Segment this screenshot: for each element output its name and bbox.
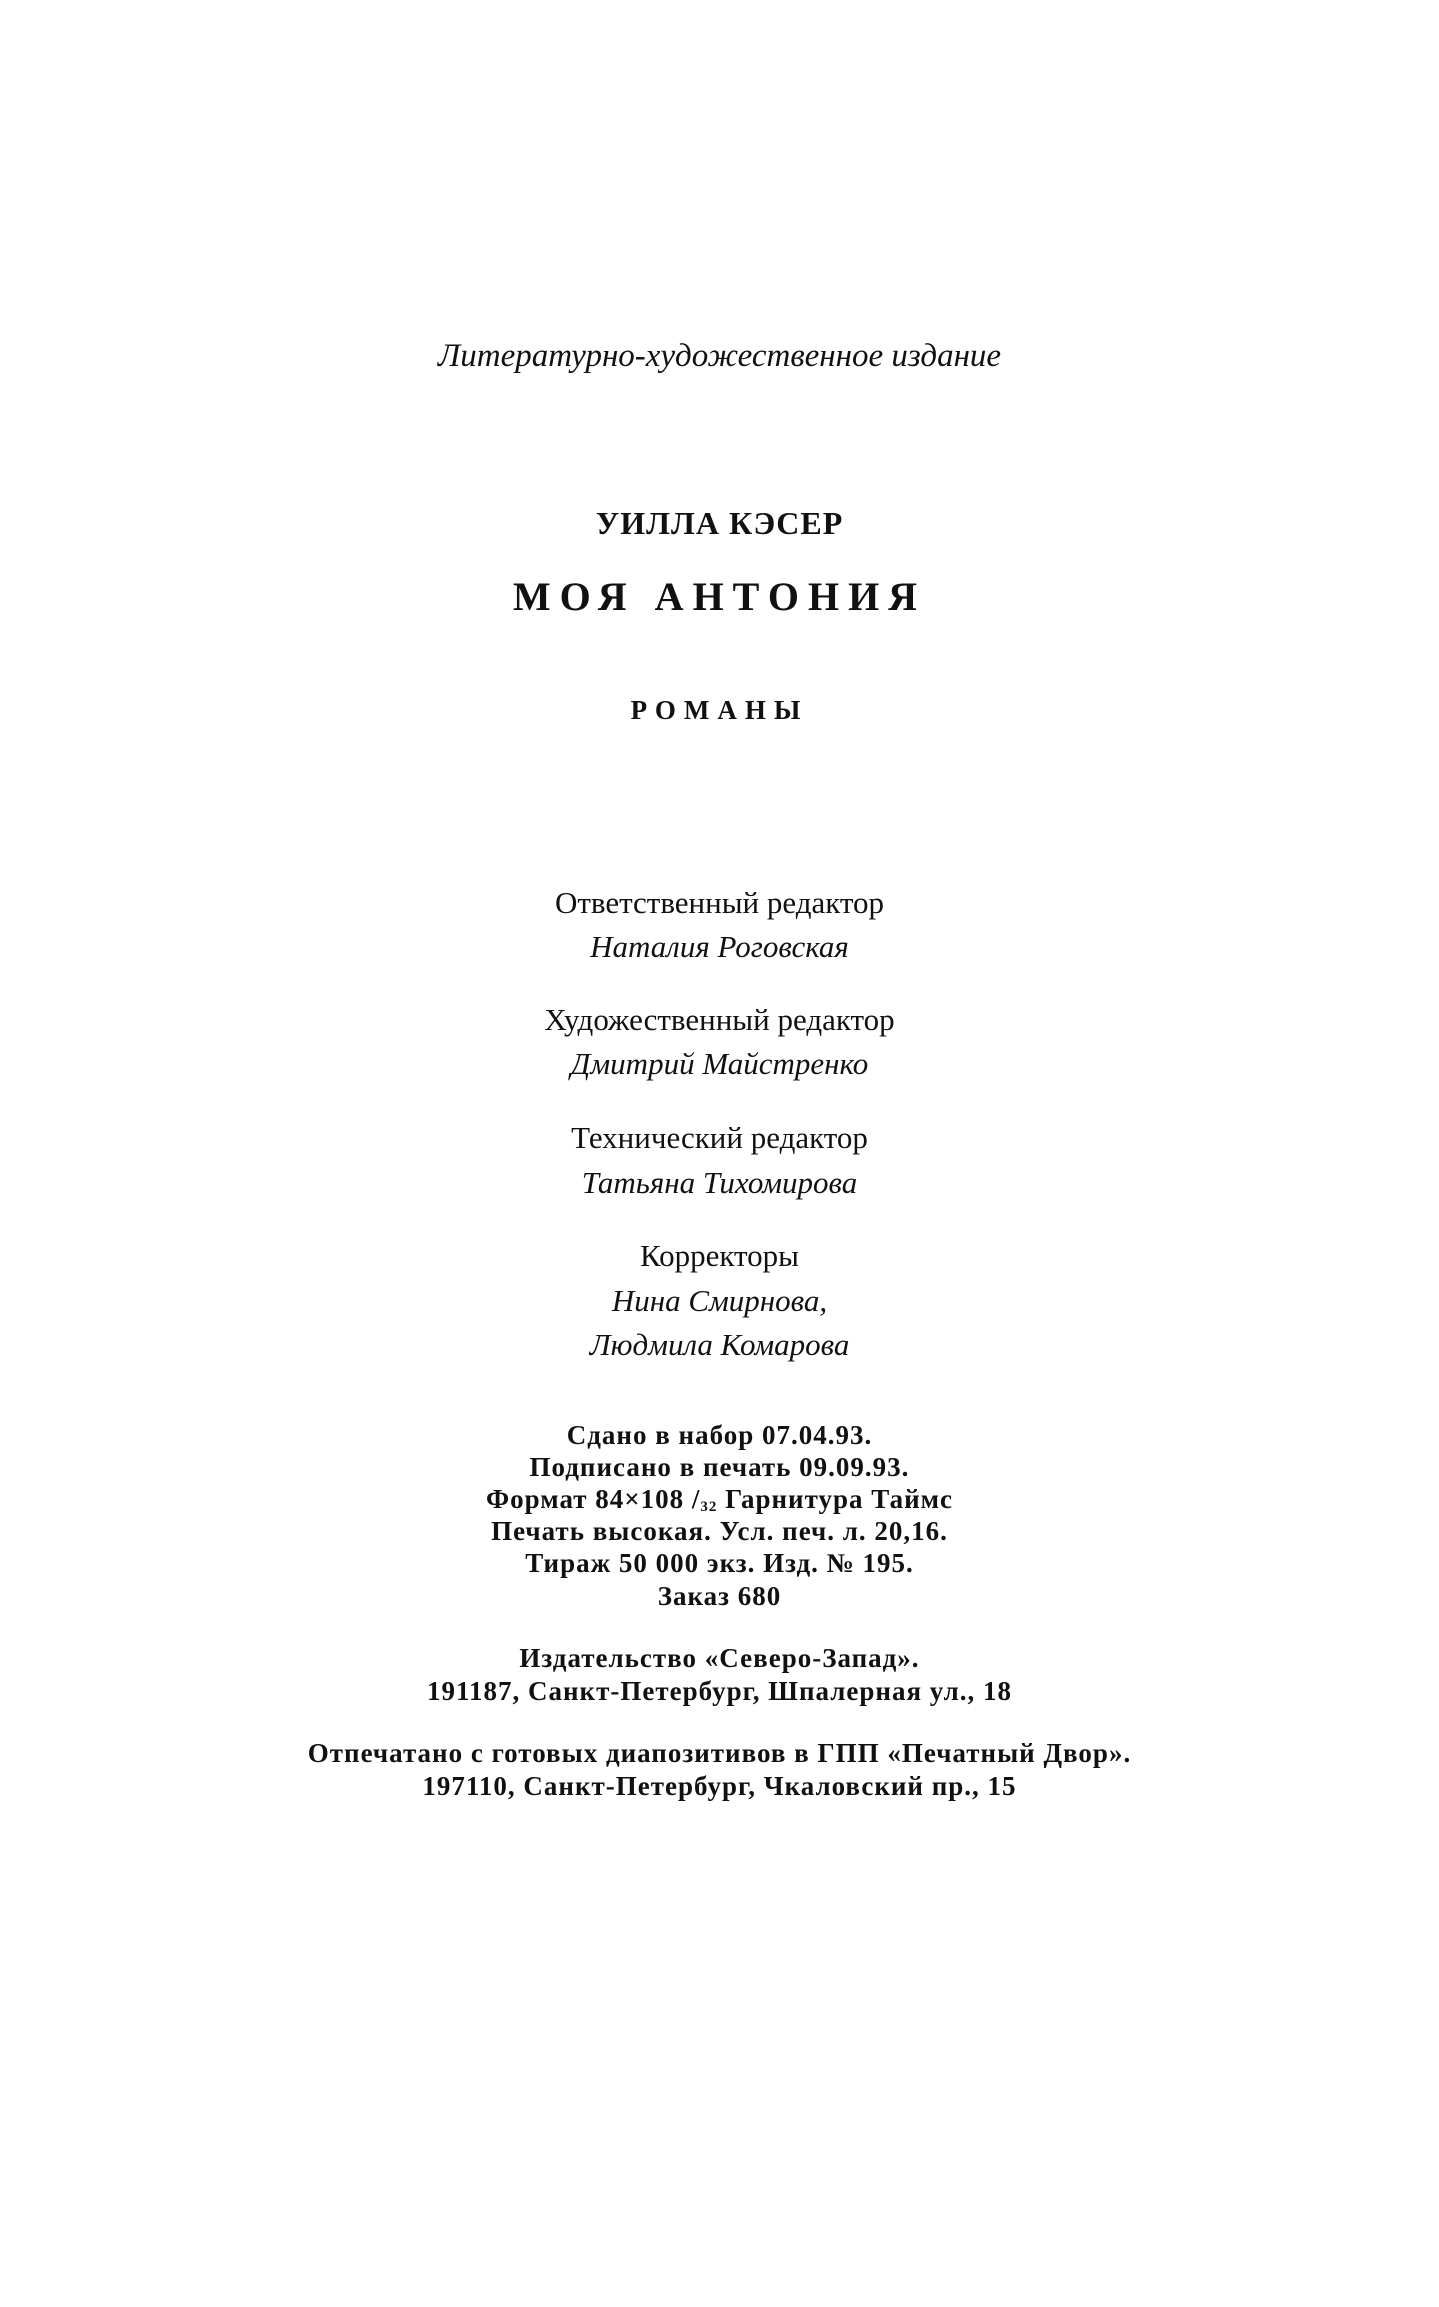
managing-editor-name: Наталия Роговская: [590, 929, 849, 964]
tech-editor-name: Татьяна Тихомирова: [581, 1165, 858, 1200]
genre-label: РОМАНЫ: [630, 695, 809, 725]
printer-name: Отпечатано с готовых диапозитивов в ГПП «Печатный Двор».: [307, 1738, 1132, 1768]
format-slash: /: [691, 1484, 701, 1514]
imprint-signed-date: Подписано в печать 09.09.93.: [529, 1452, 910, 1482]
format-sub: 32: [700, 1499, 718, 1515]
publisher-address: 191187, Санкт-Петербург, Шпалерная ул., 18: [426, 1676, 1013, 1706]
art-editor-name: Дмитрий Майстренко: [570, 1046, 869, 1081]
author-name: УИЛЛА КЭСЕР: [595, 505, 844, 541]
proofreader-name-2: Людмила Комарова: [589, 1327, 850, 1362]
book-title: МОЯ АНТОНИЯ: [512, 574, 927, 619]
format-suffix: Гарнитура Таймс: [725, 1484, 954, 1514]
imprint-typeset-date: Сдано в набор 07.04.93.: [566, 1420, 873, 1450]
imprint-run: Тираж 50 000 экз. Изд. № 195.: [525, 1548, 914, 1578]
proofreader-name-1: Нина Смирнова,: [611, 1283, 828, 1318]
printer-address: 197110, Санкт-Петербург, Чкаловский пр., 15: [422, 1771, 1017, 1801]
imprint-format: [0, 1484, 1439, 1516]
edition-type: Литературно-художественное издание: [437, 338, 1002, 374]
publisher-name: Издательство «Северо-Запад».: [519, 1643, 920, 1673]
managing-editor-role: Ответственный редактор: [554, 885, 885, 920]
imprint-order: Заказ 680: [657, 1581, 782, 1611]
format-prefix: Формат 84×108: [485, 1484, 685, 1514]
art-editor-role: Художественный редактор: [544, 1002, 895, 1037]
proofreaders-role: Корректоры: [639, 1238, 799, 1273]
imprint-print-type: Печать высокая. Усл. печ. л. 20,16.: [491, 1516, 948, 1546]
tech-editor-role: Технический редактор: [571, 1120, 868, 1155]
